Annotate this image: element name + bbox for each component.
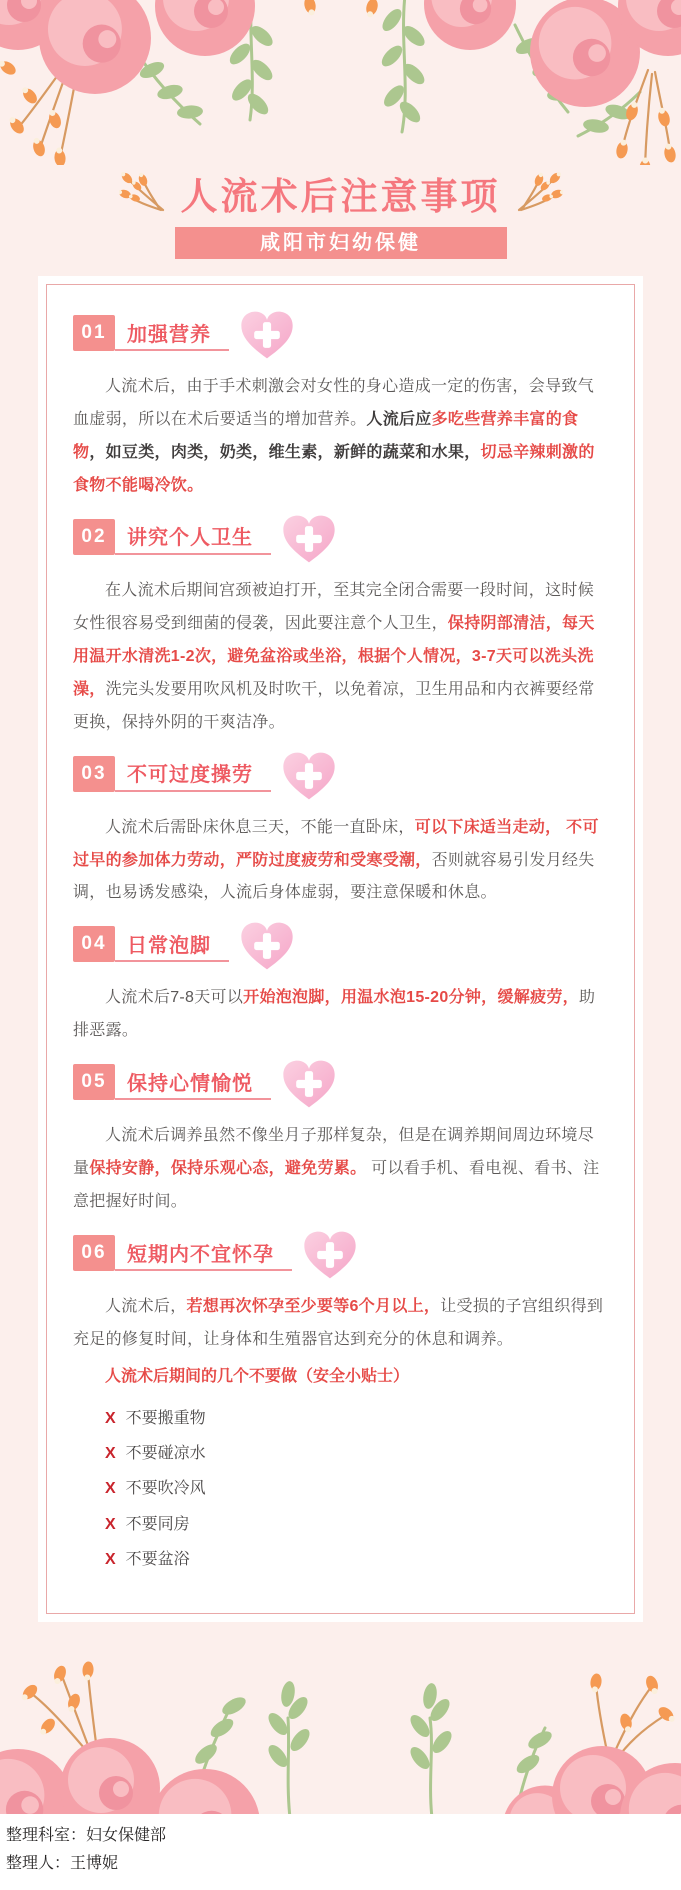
section-title-underline bbox=[115, 1064, 271, 1100]
section-body bbox=[73, 575, 608, 740]
dont-item: X 不要碰凉水 bbox=[105, 1445, 206, 1463]
bottom-flowers-svg bbox=[0, 1636, 681, 1814]
section-title: 保持心情愉悦 bbox=[127, 1072, 253, 1095]
text-run: 人流术后调养虽然不像坐月子那样复杂，但是在调养期间周边环境尽量 bbox=[73, 1127, 595, 1178]
section-heading bbox=[73, 1064, 608, 1110]
section-number-badge: 05 bbox=[73, 1064, 115, 1100]
text-run: 洗完头发要用吹风机及时吹干，以免着凉，卫生用品和内衣裤要经常更换，保持外阴的干爽洁净。 bbox=[73, 680, 595, 731]
section-title: 短期内不宜怀孕 bbox=[127, 1243, 274, 1266]
text-run: 人流术后， bbox=[105, 1298, 187, 1316]
section-title-underline bbox=[115, 756, 271, 792]
x-mark-icon: X bbox=[105, 1480, 116, 1498]
section bbox=[73, 315, 608, 503]
section-title: 不可过度操劳 bbox=[127, 764, 253, 787]
section-heading bbox=[73, 926, 608, 972]
footer-person-line: 整理人：王博妮 bbox=[6, 1855, 119, 1873]
section-heading bbox=[73, 1235, 608, 1281]
section bbox=[73, 1235, 608, 1569]
dont-item: X 不要同房 bbox=[105, 1515, 190, 1533]
x-mark-icon: X bbox=[105, 1410, 116, 1428]
section-title: 加强营养 bbox=[127, 323, 211, 346]
content-card bbox=[38, 276, 643, 1622]
section bbox=[73, 926, 608, 1048]
text-run: 保持阴部清洁，每天用温开水清洗1-2次，避免盆浴或坐浴，根据个人情况，3-7天可以洗头洗澡， bbox=[73, 614, 595, 698]
footer-dept-line: 整理科室：妇女保健部 bbox=[6, 1827, 167, 1845]
safety-tips-title: 人流术后期间的几个不要做（安全小贴士） bbox=[105, 1368, 410, 1386]
section-number-badge: 03 bbox=[73, 756, 115, 792]
text-run: 人流术后7-8天可以 bbox=[105, 989, 244, 1007]
section-number-badge: 04 bbox=[73, 926, 115, 962]
text-run: 让受损的子宫组织得到充足的修复时间，让身体和生殖器官达到充分的休息和调养。 bbox=[73, 1298, 604, 1349]
title-left-sprig-icon bbox=[119, 172, 165, 214]
dont-item: X 不要盆浴 bbox=[105, 1550, 190, 1568]
text-run: 在人流术后期间宫颈被迫打开，至其完全闭合需要一段时间，这时候女性很容易受到细菌的侵袭，因此要注意个人卫生， bbox=[73, 581, 595, 632]
top-flowers-svg bbox=[0, 0, 681, 165]
section-body bbox=[73, 1120, 608, 1219]
safety-tips bbox=[73, 1361, 608, 1569]
org-banner: 咸阳市妇幼保健 bbox=[175, 227, 507, 259]
text-run: 可以看手机、看电视、看书、注意把握好时间。 bbox=[73, 1160, 600, 1211]
title-right-sprig-icon bbox=[517, 172, 563, 214]
section bbox=[73, 519, 608, 740]
text-run: ，如豆类，肉类，奶类，维生素，新鲜的蔬菜和水果， bbox=[89, 443, 481, 461]
top-flowers-decoration bbox=[0, 0, 681, 165]
section-title: 讲究个人卫生 bbox=[127, 527, 253, 550]
text-run: 人流术后，由于手术刺激会对女性的身心造成一定的伤害，会导致气血虚弱，所以在术后要适当的增加营养。 bbox=[73, 378, 595, 428]
section-number-badge: 02 bbox=[73, 519, 115, 555]
text-run: 多吃些营养丰富的食物 bbox=[73, 410, 579, 461]
donts-list bbox=[105, 1409, 608, 1569]
section-heading bbox=[73, 756, 608, 802]
text-run: 开始泡泡脚，用温水泡15-20分钟，缓解疲劳， bbox=[243, 989, 579, 1007]
title-row bbox=[0, 169, 681, 217]
footer bbox=[0, 1814, 681, 1890]
heart-plus-icon bbox=[239, 920, 295, 972]
heart-plus-icon bbox=[239, 309, 295, 361]
dont-item: X 不要搬重物 bbox=[105, 1410, 206, 1428]
heart-plus-icon bbox=[302, 1229, 358, 1281]
heart-plus-icon bbox=[281, 513, 337, 565]
section-body bbox=[73, 812, 608, 911]
x-mark-icon: X bbox=[105, 1445, 116, 1463]
x-mark-icon: X bbox=[105, 1550, 116, 1568]
text-run: 人流术后需卧床休息三天，不能一直卧床， bbox=[105, 818, 415, 836]
section-title-underline bbox=[115, 315, 229, 351]
section-number-badge: 01 bbox=[73, 315, 115, 351]
section-body bbox=[73, 371, 608, 503]
text-run: 保持安静，保持乐观心态，避免劳累。 bbox=[89, 1160, 367, 1178]
section-title-underline bbox=[115, 926, 229, 962]
section-title-underline bbox=[115, 519, 271, 555]
section-heading bbox=[73, 315, 608, 361]
bottom-flowers-decoration bbox=[0, 1636, 681, 1814]
text-run: 切忌辛辣刺激的食物不能喝冷饮。 bbox=[73, 443, 595, 494]
text-run: 可以下床适当走动， 不可过早的参加体力劳动，严防过度疲劳和受寒受潮， bbox=[73, 818, 599, 869]
heart-plus-icon bbox=[281, 750, 337, 802]
dont-item: X 不要吹冷风 bbox=[105, 1480, 206, 1498]
text-run: 人流后应 bbox=[366, 410, 432, 428]
section bbox=[73, 1064, 608, 1219]
page-title: 人流术后注意事项 bbox=[180, 176, 501, 217]
section-heading bbox=[73, 519, 608, 565]
text-run: 助排恶露。 bbox=[73, 989, 596, 1040]
section-body bbox=[73, 982, 608, 1048]
section-body bbox=[73, 1291, 608, 1357]
section-title-underline bbox=[115, 1235, 292, 1271]
text-run: 若想再次怀孕至少要等6个月以上， bbox=[186, 1298, 441, 1316]
x-mark-icon: X bbox=[105, 1515, 116, 1533]
text-run: 否则就容易引发月经失调，也易诱发感染，人流后身体虚弱，要注意保暖和休息。 bbox=[73, 851, 595, 902]
heart-plus-icon bbox=[281, 1058, 337, 1110]
card-inner bbox=[46, 284, 635, 1614]
section-number-badge: 06 bbox=[73, 1235, 115, 1271]
section-title: 日常泡脚 bbox=[127, 934, 211, 957]
section bbox=[73, 756, 608, 911]
